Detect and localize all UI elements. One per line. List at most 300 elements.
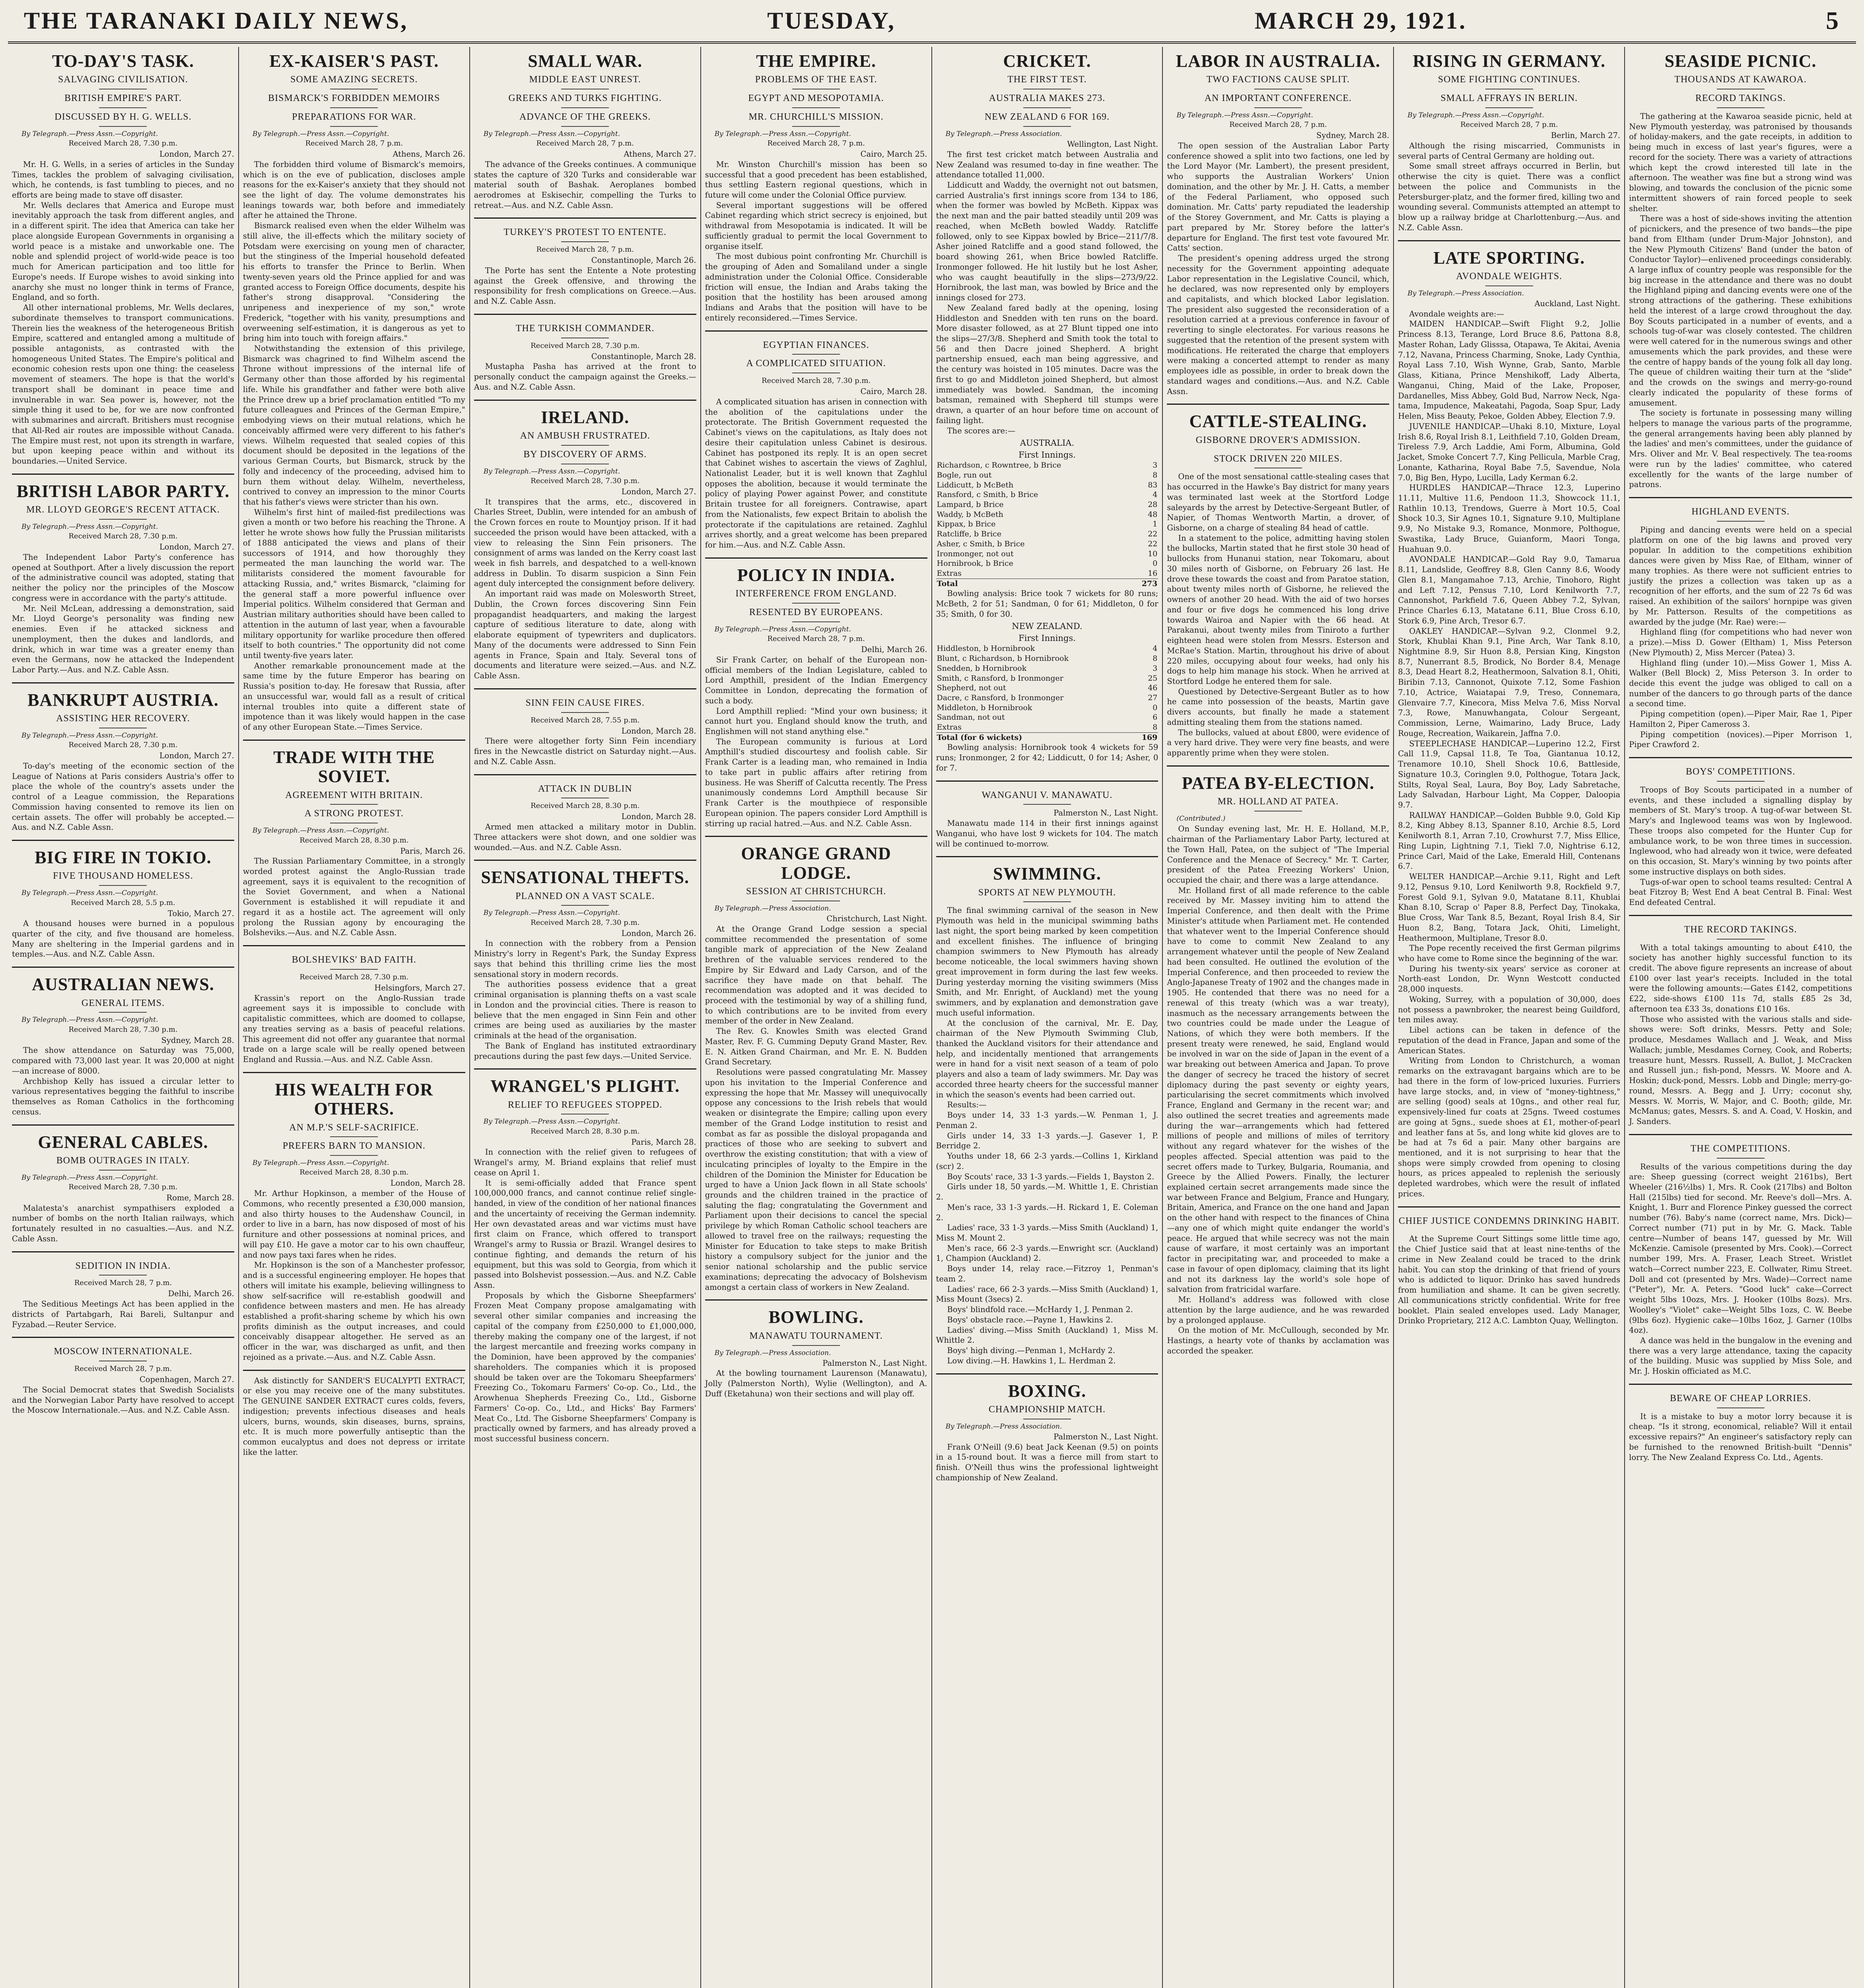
batsman-name: Ratcliffe, b Brice: [937, 530, 1002, 539]
scorecard-team: AUSTRALIA.: [1020, 438, 1075, 448]
article-received-line: Received March 28, 7 p.m.: [74, 1279, 172, 1287]
article-paragraph: At the Orange Grand Lodge session a special committee recommended the presentation of some tangible mark of appreciation of the New Zealand brethren of the valuable services rendered to the Empire by Sir Edward and Lady Carson, and of the sacrifice they have made on that behalf. The recommendation was adopted and it was decided to proceed with the testimonial by way of a shilling fund, to which contributions are to be invited from every member of the order in New Zealand.: [705, 924, 927, 1026]
article-subheading: TWO FACTIONS CAUSE SPLIT.: [1167, 74, 1389, 89]
scorecard-row: [936, 539, 1158, 549]
article-paragraph: Krassin's report on the Anglo-Russian trade agreement says it is impossible to conclude with capitalistic committees, which are doomed to collapse, any treaties serving as a basis of peaceful relations. This agreement did not offer any guarantee that normal trade on a large scale will be really opened between England and Russia.—Aus. and N.Z. Cable Assn.: [243, 993, 465, 1064]
article-paragraph: Girls under 14, 33 1-3 yards.—J. Gasever 1, P. Berridge 2.: [936, 1131, 1158, 1151]
article-body: [1629, 111, 1852, 490]
article-subheading: SINN FEIN CAUSE FIRES.: [474, 697, 696, 713]
article-received-line: Received March 28, 8.30 p.m.: [299, 836, 409, 845]
article-subheading: NEW ZEALAND 6 FOR 169.: [936, 111, 1158, 127]
article: [12, 967, 234, 1117]
article-headline: WRANGEL'S PLIGHT.: [490, 1076, 680, 1096]
article-subheading: THE FIRST TEST.: [936, 74, 1158, 89]
article-paragraph: The European community is furious at Lord Ampthill's studied discourtesy and foolish cable. Sir Frank Carter is a leading man, who remained in India to take part in public affairs after retiring from business. He was Sheriff of Calcutta recently. The Press unanimously condemns Lord Ampthill because Sir Frank Carter is the mouthpiece of responsible European opinion. The papers consider Lord Ampthill is stirring up racial hatred.—Aus. and N.Z. Cable Assn.: [705, 737, 927, 828]
batsman-runs: 6: [1153, 713, 1158, 722]
article-subheading: MOSCOW INTERNATIONALE.: [12, 1346, 234, 1361]
article-received-line: Received March 28, 7.55 p.m.: [531, 716, 640, 724]
batsman-name: Ransford, c Smith, b Brice: [937, 490, 1038, 499]
article-body: [243, 1178, 465, 1362]
bowling-analysis: Bowling analysis: Brice took 7 wickets for 80 runs; McBeth, 2 for 51; Sandman, 0 for 61; Middleton, 0 for 35; Smith, 0 for 30.: [936, 589, 1158, 619]
article-headline: ORANGE GRAND LODGE.: [741, 844, 891, 883]
article-body: [1398, 299, 1620, 1199]
article-body: [936, 139, 1158, 773]
article: [12, 1251, 234, 1330]
article-body: [474, 255, 696, 307]
article-body: [12, 751, 234, 833]
article-headline: LABOR IN AUSTRALIA.: [1176, 51, 1380, 71]
article-dateline: London, March 27.: [159, 542, 234, 552]
article-paragraph: All other international problems, Mr. Wells declares, subordinate themselves to transport communications. Therein lies the weakness of the heterogeneous British Empire, scattered and entangled among a multitude of possible antagonists, as contrasted with the homogeneous United States. The Empire's political and economic cohesion rests upon one thing: the ceaseless movement of steamers. The hope is that the world's transport shall be dominant in peace time and invulnerable in war. Sea power is, however, not the simple thing it used to be, for we are now confronted with submarines and aircraft. Britishers must recognise that All-Red air routes are impossible without Canada. The Empire must rest, not upon its strength in warfare, but upon keeping peace within and without its boundaries.—United Service.: [12, 303, 234, 466]
batsman-runs: 10: [1148, 549, 1158, 558]
article-paragraph: The president's opening address urged the strong necessity for the Government appointing adequate Labor representation in the Legislative Council, which, he declared, was now represented only by employers and capitalists, and which blocked Labor legislation. The president also suggested the reconsideration of a resolution carried at a previous conference in favour of reverting to single electorates. For various reasons he suggested that the retention of the present system with modifications. He reiterated the charge that employers were making a concerted attempt to render as many employees idle as possible, in order to break down the standard wages and conditions.—Aus. and N.Z. Cable Assn.: [1167, 254, 1390, 396]
article-credit: (Contributed.): [1176, 815, 1226, 823]
article: [1398, 52, 1620, 233]
article-paragraph: The most dubious point confronting Mr. Churchill is the grouping of Aden and Somaliland under a single administration under the Colonial Office. Considerable friction will ensue, the Indian and Arabs taking the position that the hostility has been aroused among Indians and Arabs that the position will have to be entirely reconsidered.—Times Service.: [705, 252, 927, 322]
article: [12, 474, 234, 675]
article-body: [705, 149, 927, 323]
article-headline: BRITISH LABOR PARTY.: [16, 481, 230, 501]
article-dateline: Athens, March 27.: [624, 149, 696, 159]
article-credit: By Telegraph.—Press Association.: [945, 130, 1062, 138]
column-3: [470, 47, 701, 1988]
article-body: [12, 1193, 234, 1244]
scorecard-total-row: [936, 579, 1158, 588]
article-paragraph: Boy Scouts' race, 33 1-3 yards.—Fields 1, Bayston 2.: [947, 1172, 1155, 1181]
article-credit: By Telegraph.—Press Assn.—Copyright.: [483, 1118, 620, 1126]
batsman-runs: 3: [1153, 664, 1158, 673]
article-paragraph: Several important suggestions will be offered Cabinet regarding which strict secrecy is enjoined, but withdrawal from Mesopotamia is indicated. It will be sufficiently gradual to permit the local Government to organise itself.: [705, 200, 927, 251]
article-body: [1167, 130, 1389, 396]
article: [1629, 497, 1852, 750]
article-paragraph: An important raid was made on Molesworth Street, Dublin, the Crown forces discovering Sinn Fein propagandist headquarters, and making the largest capture of seditious literature to date, along with elaborate equipment of typewriters and duplicators. Many of the documents were addressed to Sinn Fein agents in France, Spain and Italy. Several tons of documents and literature were seized.—Aus. and N.Z. Cable Assn.: [474, 589, 696, 681]
article-body: [243, 983, 465, 1065]
article-received-line: Received March 28, 7.30 p.m.: [299, 973, 409, 981]
scorecard-total-label: Total (for 6 wickets): [936, 732, 1133, 742]
article-subheading: ASSISTING HER RECOVERY.: [12, 713, 234, 728]
article: [474, 314, 696, 392]
article-dateline: London, March 28.: [621, 726, 696, 736]
article-paragraph: It transpires that the arms, etc., discovered in Charles Street, Dublin, were intended for an ambush of the Crown forces en route to Mountjoy prison. If it had succeeded the prison would have been attacked, with a view to releasing the Sinn Fein prisoners. The consignment of arms was landed on the Kerry coast last week in fish barrels, and despatched to a well-known address in Dublin. To disarm suspicion a Sinn Fein agent duly intercepted the consignment before delivery.: [474, 497, 696, 588]
article-headline: BOWLING.: [768, 1307, 864, 1327]
article-paragraph: At the conclusion of the carnival, Mr. E. Day, chairman of the New Plymouth Swimming Club, thanked the Auckland visitors for their attendance and help, and incidentally mentioned that arrangements were in hand for a visit next season of a team of polo players and also a team of lady swimmers. Mr. Day was accorded three hearty cheers for the successful manner in which the season's events had been carried out.: [936, 1018, 1158, 1099]
scorecard-innings: First Innings.: [1018, 450, 1076, 460]
article: [1167, 765, 1389, 1356]
article-credit: By Telegraph.—Press Assn.—Copyright.: [483, 909, 620, 917]
article-received-line: Received March 28, 7 p.m.: [767, 635, 865, 643]
article-credit: By Telegraph.—Press Assn.—Copyright.: [483, 130, 620, 138]
article-body: [1629, 785, 1852, 908]
article-body: [12, 542, 234, 675]
article-paragraph: On Sunday evening last, Mr. H. E. Holland, M.P., chairman of the Parliamentary Labor Party, lectured at the Town Hall, Patea, on the subject of "The Imperial Conference and the Menace of Secrecy." Mr. T. Carter, president of the Patea Freezing Workers' Union, occupied the chair, and there was a large attendance.: [1167, 824, 1390, 885]
article-paragraph: The show attendance on Saturday was 75,000, compared with 73,000 last year. It was 20,000 at night—an increase of 8000.: [12, 1046, 234, 1076]
article-paragraph: JUVENILE HANDICAP.—Uhaki 8.10, Mixture, Loyal Irish 8.6, Royal Irish 8.1, Leithfield 7.10, Golden Dream, Tireless 7.9, Arch Laddie, Ami Form, Albumina, Gold Jacket, Smoke Concert 7.7, King Pellicula, Marble Crag, Lonante, Katharina, Royal Babe 7.5, Savendue, Nola 7.0, Big Ben, Hypo, Lucilla, Lady Kerman 6.2.: [1398, 421, 1621, 482]
article-body: [705, 386, 927, 550]
article-received-line: Received March 28, 7 p.m.: [767, 139, 865, 148]
article-subheading: THE COMPETITIONS.: [1629, 1143, 1852, 1159]
article-credit: By Telegraph.—Press Assn.—Copyright.: [714, 130, 851, 138]
article-subheading: DISCUSSED BY H. G. WELLS.: [12, 111, 234, 127]
batsman-runs: 8: [1153, 471, 1158, 480]
article-received-line: Received March 28, 8.30 p.m.: [531, 802, 640, 810]
article: [12, 52, 234, 466]
batsman-name: Bogle, run out: [937, 471, 992, 480]
article-paragraph: Boys' obstacle race.—Payne 1, Hawkins 2.: [947, 1315, 1113, 1324]
article-paragraph: The Russian Parliamentary Committee, in a strongly worded protest against the Anglo-Russian trade agreement, says it is equivalent to the recognition of the Soviet Government, and when a National Government is established it will repudiate it and regard it as a hostile act. The agreement will only prolong the Russian agony by encouraging the Bolsheviks.—Aus. and N.Z. Cable Assn.: [243, 856, 465, 938]
article-dateline: Berlin, March 27.: [1551, 131, 1621, 140]
batsman-runs: 8: [1153, 722, 1158, 732]
scorecard-team: NEW ZEALAND.: [1012, 621, 1083, 631]
article-paragraph: Ladies' diving.—Miss Smith (Auckland) 1, Miss M. Whittle 2.: [936, 1325, 1158, 1345]
scorecard-row: [936, 712, 1158, 722]
article-paragraph: It is semi-officially added that France spent 100,000,000 francs, and cannot continue relief single-handed, in view of the condition of her national finances and the uncertainty of receiving the German indemnity. Her own devastated areas and war victims must have first claim on France, which offered to transport Wrangel's army to Russia or Brazil. Wrangel desires to continue fighting, and demands the return of his equipment, but this was sold to Georgia, from which it passed into Bolshevist possession.—Aus. and N.Z. Cable Assn.: [474, 1178, 696, 1290]
article-body: [1167, 472, 1389, 758]
article-dateline: Delhi, March 26.: [168, 1289, 234, 1299]
article: [474, 52, 696, 210]
article-paragraph: STEEPLECHASE HANDICAP.—Luperino 12.2, First Call 11.9, Capsal 11.8, Te Toa, Giantanua 10.12, Trenamore 10.10, Shell Shock 10.6, Battleside, Signature 10.3, Coringlen 9.0, Polthogue, Totara Jack, Stilts, Royal Seal, Laura, Boy Boy, Lady Sabretache, Lady Salvadan, Harbour Light, Ma Copper, Daloopia 9.7.: [1398, 739, 1621, 810]
article-received-line: Received March 28, 7.30 p.m.: [68, 532, 178, 541]
article-subheading: SOME AMAZING SECRETS.: [243, 74, 465, 89]
scorecard-row: [936, 569, 1158, 579]
article-credit: By Telegraph.—Press Association.: [1407, 289, 1524, 297]
article-body: [474, 1137, 696, 1444]
article-dateline: London, March 28.: [390, 1178, 465, 1188]
batsman-name: Smith, c Ransford, b Ironmonger: [937, 674, 1063, 683]
article-paragraph: The first test cricket match between Australia and New Zealand was resumed to-day in fine weather. The attendance totalled 11,000.: [936, 149, 1158, 180]
batsman-runs: 8: [1153, 654, 1158, 663]
column-2: [239, 47, 470, 1988]
article: [243, 945, 465, 1065]
article-headline: LATE SPORTING.: [1433, 248, 1585, 268]
batsman-runs: 0: [1153, 703, 1158, 712]
article-subheading: AVONDALE WEIGHTS.: [1398, 271, 1620, 286]
batsman-runs: 4: [1153, 644, 1158, 653]
article-dateline: Copenhagen, March 27.: [139, 1375, 234, 1384]
article-dateline: Constantinople, March 26.: [591, 256, 696, 265]
article-paragraph: With a total takings amounting to about £410, the society has another highly successful function to its credit. The above figure represents an increase of about £100 over last year's receipts. Included in the total were the following amounts:—Gates £142, competitions £22, side-shows £100 11s 7d, stalls £85 2s 3d, afternoon tea £33 3s, donations £10 16s.: [1629, 943, 1852, 1013]
batsman-name: Extras: [937, 569, 962, 578]
batsman-name: Richardson, c Rowntree, b Brice: [937, 461, 1061, 470]
article-paragraph: Mr. Winston Churchill's mission has been so successful that a good precedent has been established, thus settling Eastern regional questions, which in future will come under the Colonial Office purview.: [705, 159, 927, 200]
article-body: [12, 1375, 234, 1415]
article-subheading: PLANNED ON A VAST SCALE.: [474, 891, 696, 906]
article: [474, 774, 696, 853]
masthead-date: MARCH 29, 1921.: [1254, 7, 1467, 34]
article-paragraph: Libel actions can be taken in defence of the reputation of the dead in France, Japan and some of the American States.: [1398, 1025, 1621, 1055]
article-paragraph: Some small street affrays occurred in Berlin, but otherwise the city is quiet. There was a conflict between the police and Communists in the Petersburger-platz, and the former fired, killing two and wounding several. Communists attempted an attempt to blow up a railway bridge at Charlottenburg.—Aus. and N.Z. Cable Assn.: [1398, 161, 1621, 232]
column-4: [701, 47, 932, 1988]
article-paragraph: Manawatu made 114 in their first innings against Wanganui, who have lost 9 wickets for 104. The match will be continued to-morrow.: [936, 819, 1158, 848]
article-subheading: AN AMBUSH FRUSTRATED.: [474, 430, 696, 446]
scorecard-row: [936, 529, 1158, 539]
article-subheading: PREPARATIONS FOR WAR.: [243, 111, 465, 127]
article-paragraph: The advance of the Greeks continues. A communique states the capture of 320 Turks and considerable war material south of Bashak. Aeroplanes bombed aerodromes at Eskisechir, compelling the Turks to retreat.—Aus. and N.Z. Cable Assn.: [474, 159, 696, 210]
article-paragraph: Piping competition (open).—Piper Mair, Rae 1, Piper Hamilton 2, Piper Cameross 3.: [1629, 709, 1852, 729]
batsman-name: Kippax, b Brice: [937, 520, 996, 529]
article-subheading: GISBORNE DROVER'S ADMISSION.: [1167, 435, 1389, 450]
article-subheading: SESSION AT CHRISTCHURCH.: [705, 886, 927, 901]
column-7: [1394, 47, 1625, 1988]
article-paragraph: A thousand houses were burned in a populous quarter of the city, and five thousand are homeless. Many are sheltering in the Imperial gardens and in temples.—Aus. and N.Z. Cable Assn.: [12, 919, 234, 959]
article-paragraph: Lord Ampthill replied: "Mind your own business; it cannot hurt you. England should know the truth, and Englishmen will not stand anything else.": [705, 706, 927, 736]
batsman-name: Ironmonger, not out: [937, 549, 1014, 558]
article: [1629, 1134, 1852, 1376]
article-body: [474, 149, 696, 210]
article: [705, 330, 927, 550]
article-subheading: THOUSANDS AT KAWAROA.: [1629, 74, 1852, 89]
article-paragraph: At the bowling tournament Laurenson (Manawatu), Jolly (Palmerston North), Wylie (Wellington), and A. Duff (Eketahuna) won their sections and will play off.: [705, 1369, 927, 1398]
article-paragraph: Although the rising miscarried, Communists in several parts of Central Germany are holding out.: [1398, 141, 1621, 161]
article-paragraph: Boys' blindfold race.—McHardy 1, J. Penman 2.: [947, 1305, 1133, 1314]
article-credit: By Telegraph.—Press Association.: [714, 904, 831, 912]
article-credit: By Telegraph.—Press Assn.—Copyright.: [1176, 111, 1313, 119]
article-paragraph: Bismarck realised even when the elder Wilhelm was still alive, the ill-effects which the military society of Potsdam were exercising on young men of character, but the stinginess of the Imperial household defeated his efforts to transfer the Prince to Berlin. When twenty-seven years old the Prince applied for and was granted access to Foreign Office documents, despite his father's strong disapproval. "Considering the unripeness and inexperience of my son," wrote Frederick, "together with his vanity, presumptions and overweening self-estimation, it is dangerous as yet to bring him into touch with foreign affairs.": [243, 221, 465, 343]
article-received-line: Received March 28, 5.5 p.m.: [71, 898, 175, 907]
article-paragraph: Piping competition (novices).—Piper Morrison 1, Piper Crawford 2.: [1629, 730, 1852, 749]
article-body: [12, 149, 234, 466]
batsman-runs: 0: [1153, 559, 1158, 568]
article-received-line: Received March 28, 7.30 p.m.: [531, 341, 640, 350]
article-paragraph: A complicated situation has arisen in connection with the abolition of the capitulations under the protectorate. The British Government requested the Cabinet's views on the capitulations, as Italy does not desire their capitulation unless Cabinet is desirous. Cabinet has postponed its reply. It is an open secret that Cabinet wishes to ascertain the views of Zaghlul, Nationalist Leader, but it is well known that Zaghlul opposes the abolition, because it would terminate the policy of playing Power against Power, and constitute Britain trustee for all foreigners. Contrawise, apart from the Nationalists, few expect Britain to abolish the protectorate if the capitulations are retained. Zaghlul arrives shortly, and a great welcome has been prepared for him.—Aus. and N.Z. Cable Assn.: [705, 397, 927, 550]
article-paragraph: Liddicutt and Waddy, the overnight not out batsmen, carried Australia's first innings score from 134 to 186, when the former was bowled by McBeth. Kippax was the next man and the pair batted steadily until 209 was reached, when McBeth bowled Waddy. Ratcliffe followed, only to see Kippax bowled by Brice—211/7/8. Asher joined Ratcliffe and a good stand followed, the board showing 261, when Brice bowled Ratcliffe. Ironmonger followed. He hit lustily but he lost Asher, who was caught beautifully in the slips—273/9/22. Hornibrook, the last man, was bowled by Brice and the innings closed for 273.: [936, 180, 1158, 303]
article-headline: POLICY IN INDIA.: [737, 565, 895, 585]
article-credit: By Telegraph.—Press Assn.—Copyright.: [21, 1173, 158, 1182]
article-paragraph: Ladies' race, 66 2-3 yards.—Miss Smith (Auckland) 1, Miss Mount (3secs) 2.: [936, 1284, 1158, 1304]
article-subheading: GENERAL ITEMS.: [12, 998, 234, 1013]
article-dateline: Auckland, Last Night.: [1534, 299, 1621, 309]
article-received-line: Received March 28, 7.30 p.m.: [762, 377, 871, 385]
batsman-name: Asher, c Smith, b Brice: [937, 539, 1025, 548]
article-paragraph: Men's race, 33 1-3 yards.—H. Rickard 1, E. Coleman 2.: [936, 1202, 1158, 1222]
article-paragraph: Resolutions were passed congratulating Mr. Massey upon his invitation to the Imperial Conference and expressing the hope that Mr. Massey will unequivocally oppose any concessions to the Irish rebels that would weaken or disintegrate the Empire; calling upon every member of the Grand Lodge institution to resist and combat as far as possible the disloyal propaganda and practices of those who are seeking to subvert and overthrow the existing constitution; that with a view of inculcating principles of loyalty to the Empire in the children of the Dominion the Minister for Education be urged to have a Union Jack flown in all State schools' grounds and the children trained in the practice of saluting the flag; congratulating the Government and Parliament upon their decisions to cancel the special privilege by which Roman Catholic school teachers are allowed to travel free on the railways; requesting the Minister for Education to take steps to make British history a compulsory subject for the junior and the senior national scholarship and the public service examinations; deprecating the advocacy of Bolshevism amongst a certain class of workers in New Zealand.: [705, 1068, 927, 1292]
article-paragraph: The scores are:—: [947, 426, 1016, 435]
article-paragraph: Proposals by which the Gisborne Sheepfarmers' Frozen Meat Company propose amalgamating with several other similar companies and increasing the capital of the company from £250,000 to £1,000,000, thereby making the company one of the largest, if not the largest mercantile and freezing works company in the Dominion, have been approved by the companies' shareholders. The companies which it is proposed should be taken over are the Tokomaru Sheepfarmers' Freezing Co., Tokomaru Farmers' Co-op. Co., Ltd., the Arowhenua Shepherds Freezing Co., Ltd., Gisborne Farmers' Co-op. Co., Ltd., and Hicks' Bay Farmers' Meat Co., Ltd. The Gisborne Sheepfarmers' Company is practically owned by farmers, and has already proved a most successful business concern.: [474, 1291, 696, 1444]
article-credit: By Telegraph.—Press Assn.—Copyright.: [21, 130, 158, 138]
article-credit: By Telegraph.—Press Association.: [714, 1349, 831, 1357]
article-paragraph: Boys under 14, 33 1-3 yards.—W. Penman 1, J. Penman 2.: [936, 1110, 1158, 1130]
article-subheading: SEDITION IN INDIA.: [12, 1260, 234, 1276]
article-paragraph: One of the most sensational cattle-stealing cases that has occurred in the Hawke's Bay district for many years was terminated last week at the Stortford Lodge saleyards by the arrest by Detective-Sergeant Butler, of Napier, of Thomas Wentworth Martin, a drover, of Gisborne, on a charge of stealing 84 head of cattle.: [1167, 472, 1390, 532]
article: [936, 780, 1158, 849]
article-paragraph: Mr. Holland first of all made reference to the cable received by Mr. Massey inviting him to attend the Imperial Conference, and then dealt with the Prime Minister's attitude when Parliament met. He contended that whatever went to the Imperial Conference should have to come to commit New Zealand to any arrangement whatever until the people of New Zealand had been consulted. He outlined the evolution of the Imperial Conference, and then proceeded to review the Anglo-Japanese Treaty of 1902 and the changes made in 1905. He contended that there was no need for a renewal of this treaty (which was a war treaty), inasmuch as the necessary arrangements between the two countries could be made under the League of Nations, of which they were both members. If the present treaty were renewed, he said, England would be involved in war on the side of Japan in the event of a war breaking out between America and Japan. To prove the danger of secrecy he traced the history of secret diplomacy during the past seventy or eighty years, particularising the secret commitments which involved France, England and Germany in the recent war; and also outlined the secret treaties and agreements made during the war—arrangements which had fettered millions of people and millions of miles of territory without any regard whatever for the wishes of the peoples affected. Special attention was paid to the secret offers made to Turkey, Bulgaria, Roumania, and Greece by the Allied Powers. Finally, the lecturer explained certain secret arrangements made since the war between France and Belgium, France and Hungary, Britain, America, and France on the one hand and Japan on the other hand with respect to the finances of China—any one of which might quite endanger the world's peace. He argued that while secrecy was not the main cause of warfare, it most certainly was an important factor in precipitating war, and proceeded to make a case in favour of open diplomacy, claiming that its light and not its darkness lay the world's sole hope of salvation from fratricidal warfare.: [1167, 885, 1390, 1294]
article: [1629, 52, 1852, 490]
scorecard-total-label: Total: [936, 579, 1133, 588]
article-paragraph: Mr. Neil McLean, addressing a demonstration, said Mr. Lloyd George's personality was finding new enemies. Even if he attacked sickness and unemployment, then the dukes and landlords, and drink, which in war time was a greater enemy than even the Germans, now he attacked the Independent Labor Party.—Aus. and N.Z. Cable Assn.: [12, 604, 234, 675]
article-headline: BIG FIRE IN TOKIO.: [35, 848, 212, 868]
article-dateline: Sydney, March 28.: [1316, 131, 1390, 140]
scorecard-row: [936, 460, 1158, 470]
batsman-name: Waddy, b McBeth: [937, 510, 1003, 519]
scorecard-innings: First Innings.: [1018, 633, 1076, 643]
article-subheading: MR. LLOYD GEORGE'S RECENT ATTACK.: [12, 504, 234, 520]
article-headline: THE EMPIRE.: [756, 51, 877, 71]
article-paragraph: On the motion of Mr. McCullough, seconded by Mr. Hastings, a hearty vote of thanks by acclamation was accorded the speaker.: [1167, 1326, 1390, 1355]
article: [474, 217, 696, 306]
article-paragraph: Woking, Surrey, with a population of 30,000, does not possess a pawnbroker, the nearest being Guildford, ten miles away.: [1398, 994, 1621, 1025]
article-paragraph: Wilhelm's first hint of mailed-fist predilections was given a month or two before his reaching the Throne. A letter he wrote shows how fully the Prussian militarists of 1888 anticipated the views and plans of their successors of 1914, and how thoroughly they permeated the man launching the world war. The militarists considered the moment favourable for attacking Russia, and," writes Bismarck, "claiming for the general staff a more powerful influence over Imperial politics. Wilhelm considered that German and Austrian military authorities should have been called to attention in the autumn of last year, when a favourable military opportunity for warlike procedure then offered itself to both countries." The opportunity did not come until twenty-five years later.: [243, 507, 465, 660]
article-paragraph: Questioned by Detective-Sergeant Butler as to how he came into possession of the beasts, Martin gave divers accounts, but finally he made a statement admitting stealing them from the stations named.: [1167, 687, 1390, 727]
article-body: [474, 351, 696, 392]
article-subheading: INTERFERENCE FROM ENGLAND.: [705, 588, 927, 604]
article: [12, 1337, 234, 1415]
article-paragraph: In connection with the robbery from a Pension Ministry's lorry in Regent's Park, the Sunday Express says that behind this thrilling crime lies the most sensational story in modern records.: [474, 939, 696, 979]
article-paragraph: Boys' high diving.—Penman 1, McHardy 2.: [947, 1346, 1116, 1355]
article-paragraph: Results of the various competitions during the day are: Sheep guessing (correct weight 2161bs), Bert Wheeler (216½lbs) 1, Mrs. R. Cook (217lbs) and Bolton Hall (215lbs) tied for second. Mr. Reeve's doll—Mrs. A. Knight, 1. Burr and Florence Pinkey guessed the correct number (76). Baby's name (correct name, Mrs. Dick)—Correct number (71) put in by Mr. G. Mack. Table centre—Number of beans 147, guessed by Mr. Will McKenzie. Camisole (presented by Mrs. Cook).—Correct number 199, Mrs. A. Fraser, Leach Street. Wristlet watch—Correct number 223, E. Collwater, Rimu Street. Doll and cot (presented by Mrs. Wade)—Correct name ("Peter"), Mr. A. Peters. "Good luck" cake—Correct weight 5lbs 10ozs, Mrs. J. Hooker (10lbs 8ozs). Mrs. Woolley's "Violet" cake—Weight 5lbs 1ozs, C. W. Beebe (9lbs 6oz). Hygienic cake—10lbs 16oz, J. Garner (10lbs 4oz).: [1629, 1162, 1852, 1335]
article-paragraph: There was a host of side-shows inviting the attention of picnickers, and the presence of two bands—the pipe band from Eltham (under Drum-Major Johnston), and the New Plymouth Citizens' Band (under the baton of Conductor Taylor)—enlivened proceedings considerably. A large influx of country people was responsible for the big increase in the attendance and there was no doubt the Highland piping and dancing events were one of the strong attractions of the gathering. These exhibitions held the interest of a large crowd throughout the day. Boy Scouts participated in a number of events, and a schools tug-of-war was closely contested. The children were well catered for in the numerous swings and other amusements which the park provides, and these were the centre of happy bands of the young folk all day long. The queue of children waiting their turn at the "slide" and the crowds on the swings and merry-go-round clearly indicated the popularity of these forms of amusement.: [1629, 214, 1852, 408]
article-body: [474, 928, 696, 1062]
article-paragraph: To-day's meeting of the economic section of the League of Nations at Paris considers Austria's offer to place the whole of the country's assets under the control of a League commission, the Reparations Commission having consented to remove its lien on certain assets. The offer will probably be accepted.—Aus. and N.Z. Cable Assn.: [12, 761, 234, 832]
article-received-line: Received March 28, 7.30 p.m.: [68, 1025, 178, 1034]
column-1: [8, 47, 239, 1988]
article-dateline: Sydney, March 28.: [161, 1035, 234, 1045]
article-subheading: CHAMPIONSHIP MATCH.: [936, 1404, 1158, 1419]
article-headline: SMALL WAR.: [528, 51, 643, 71]
article-dateline: London, March 27.: [159, 149, 234, 159]
article: [705, 557, 927, 829]
article-dateline: Palmerston N., Last Night.: [1053, 1432, 1158, 1441]
article-subheading: SALVAGING CIVILISATION.: [12, 74, 234, 89]
article: [243, 1072, 465, 1363]
article-body: [12, 1289, 234, 1330]
article-dateline: Palmerston N., Last Night.: [1053, 808, 1158, 818]
article-dateline: London, March 26.: [621, 928, 696, 938]
article: [12, 682, 234, 833]
article-paragraph: The gathering at the Kawaroa seaside picnic, held at New Plymouth yesterday, was patronised by thousands of holiday-makers, and the gate receipts, in addition to being much in excess of last year's figures, were a record for the society. There was a variety of attractions which kept the crowd interested till late in the afternoon. The weather was fine but a strong wind was blowing, and towards the conclusion of the picnic some intermittent showers of rain forced people to seek shelter.: [1629, 111, 1852, 213]
article-paragraph: Highland fling (for competitions who had never won a prize).—Miss D. Gower (Eltham) 1, Miss Peterson (New Plymouth) 2, Miss Mercer (Patea) 3.: [1629, 627, 1852, 657]
article-paragraph: The authorities possess evidence that a great criminal organisation is planning thefts on a vast scale in London and the provincial cities. There is reason to believe that the men engaged in Sinn Fein and other crimes are being used as auxiliaries by the master criminals at the head of the organisation.: [474, 980, 696, 1041]
bowling-analysis: Bowling analysis: Hornibrook took 4 wickets for 59 runs; Ironmonger, 2 for 42; Liddicutt, 0 for 14; Asher, 0 for 7.: [936, 743, 1158, 773]
article-body: [243, 149, 465, 732]
article-headline: BOXING.: [1008, 1381, 1087, 1401]
article-paragraph: A dance was held in the bungalow in the evening and there was a very large attendance, taxing the capacity of the building. Music was supplied by Miss Sole, and Mr. J. Hoskin officiated as M.C.: [1629, 1336, 1852, 1376]
article-subheading: HIGHLAND EVENTS.: [1629, 506, 1852, 522]
article-paragraph: The Rev. G. Knowles Smith was elected Grand Master, Rev. F. G. Cumming Deputy Grand Master, Rev. E. N. Aitken Grand Chairman, and Mr. E. N. Budden Grand Secretary.: [705, 1027, 927, 1067]
batsman-runs: 27: [1148, 693, 1158, 702]
article-paragraph: Low diving.—H. Hawkins 1, L. Herdman 2.: [947, 1356, 1116, 1365]
article: [243, 740, 465, 938]
article-body: [1629, 1162, 1852, 1376]
article-paragraph: The bullocks, valued at about £800, were evidence of a very hard drive. They were very fine beasts, and were apparently prime when they were stolen.: [1167, 728, 1390, 758]
article-body: [12, 909, 234, 960]
article-body: [936, 1432, 1158, 1483]
article-body: [12, 1035, 234, 1117]
masthead-title: THE TARANAKI DAILY NEWS,: [24, 7, 408, 34]
article-body: [1629, 1411, 1852, 1463]
article-credit: By Telegraph.—Press Assn.—Copyright.: [21, 522, 158, 531]
article-dateline: Constantinople, March 28.: [591, 351, 696, 361]
article-paragraph: Piping and dancing events were held on a special platform on one of the big lawns and proved very popular. In addition to the competitions exhibition dances were given by Miss Rae, of Eltham, winner of many trophies. As there were not sufficient entries to justify the prizes a collection was taken up as a recognition of her efforts, and the sum of 22 7s 6d was raised. An exhibition of the sailors' hornpipe was given by Mr. Patterson. Results of the competitions as awarded by the judge (Mr. Rae) were:—: [1629, 525, 1852, 627]
article-paragraph: New Zealand fared badly at the opening, losing Hiddleston and Snedden with ten runs on the board. More disaster followed, as at 27 Blunt tipped one into the slips—27/3/8. Shepherd and Smith took the total to 56 and then Dacre joined Shepherd. A bright partnership ensued, each man being aggressive, and the century was hoisted in 105 minutes. Dacre was the first to go and Middleton joined Shepherd, but almost immediately was bowled. Sandman, the incoming batsman, remained with Shepherd till stumps were drawn, a quarter of an hour before time on account of failing light.: [936, 303, 1158, 425]
article-paragraph: Malatesta's anarchist sympathisers exploded a number of bombs on the north Italian railways, which fortunately resulted in no casualties.—Aus. and N.Z. Cable Assn.: [12, 1203, 234, 1243]
article-paragraph: Tugs-of-war open to school teams resulted: Central A beat Fitzroy B; West End A beat Central B. Final: West End defeated Central.: [1629, 877, 1852, 907]
article-dateline: London, March 27.: [159, 751, 234, 761]
batsman-name: Blunt, c Richardson, b Hornibrook: [937, 654, 1069, 663]
article-received-line: Received March 28, 7 p.m.: [1229, 120, 1327, 129]
article-subheading: CHIEF JUSTICE CONDEMNS DRINKING HABIT.: [1398, 1215, 1620, 1231]
batsman-name: Liddicutt, b McBeth: [937, 480, 1014, 489]
article-paragraph: The final swimming carnival of the season in New Plymouth was held in the municipal swimming baths last night, the sport being marked by keen competition and excellent finishes. The influence of bringing champion swimmers to New Plymouth has already become noticeable, the local swimmers having shown great improvement in form during the last few weeks. During yesterday morning the visiting swimmers (Miss Smith, and Mr. Enright, of Auckland) met the young swimmers, and by explanation and demonstration gave much useful information.: [936, 906, 1158, 1017]
batsman-runs: 83: [1148, 480, 1158, 489]
article-subheading: RECORD TAKINGS.: [1629, 93, 1852, 108]
scorecard-row: [936, 470, 1158, 480]
article-paragraph: It is a mistake to buy a motor lorry because it is cheap. "Is it strong, economical, reliable? Will it entail excessive repairs?" An engineer's satisfactory reply can be furnished to the renowned British-built "Dennis" lorry. The New Zealand Express Co. Ltd., Agents.: [1629, 1411, 1852, 1462]
article-paragraph: Highland fling (under 10).—Miss Gower 1, Miss A. Walker (Bell Block) 2, Miss Peterson 3. In order to decide this event the judge was obliged to call on a number of the dancers to go through parts of the dance a second time.: [1629, 658, 1852, 709]
article-paragraph: The Independent Labor Party's conference has opened at Southport. After a lively discussion the report of the administrative council was adopted, stating that neither the policy nor the principles of the Moscow congress were in accordance with the party's attitude.: [12, 552, 234, 603]
article-paragraph: Girls under 18, 50 yards.—M. Whittle 1, E. Christian 2.: [936, 1182, 1158, 1202]
article-credit: By Telegraph.—Press Assn.—Copyright.: [21, 889, 158, 897]
article-body: [474, 812, 696, 852]
article-subheading: BRITISH EMPIRE'S PART.: [12, 93, 234, 108]
article-subheading: SPORTS AT NEW PLYMOUTH.: [936, 887, 1158, 903]
article-body: [474, 487, 696, 681]
article-dateline: Cairo, March 28.: [860, 387, 927, 396]
article-subheading: PREFERS BARN TO MANSION.: [243, 1140, 465, 1156]
article-dateline: Wellington, Last Night.: [1067, 140, 1158, 149]
scorecard-total: 273: [1133, 579, 1158, 588]
batsman-runs: 22: [1148, 539, 1158, 548]
scorecard-row: [936, 480, 1158, 490]
article: [474, 1068, 696, 1444]
batsman-runs: 48: [1148, 510, 1158, 519]
article-credit: By Telegraph.—Press Assn.—Copyright.: [21, 1016, 158, 1024]
scorecard-row: [936, 500, 1158, 510]
article-subheading: RESENTED BY EUROPEANS.: [705, 607, 927, 622]
article-subheading: A STRONG PROTEST.: [243, 808, 465, 823]
article: [1167, 52, 1389, 396]
article-subheading: BOYS' COMPETITIONS.: [1629, 766, 1852, 782]
article-paragraph: The Bank of England has instituted extraordinary precautions during the past few days.—United Service.: [474, 1041, 696, 1061]
article: [243, 52, 465, 732]
article-paragraph: Another remarkable pronouncement made at the same time by the future Emperor has bearing on Russia's position to-day. He foresaw that Russia, after an unsuccessful war, would fall as a result of critical internal troubles into quite a different state of impotence than it was likely would happen in the case of any other European State.—Times Service.: [243, 661, 465, 732]
article: [1629, 757, 1852, 908]
article-body: [705, 914, 927, 1292]
article-credit: By Telegraph.—Press Assn.—Copyright.: [1407, 111, 1544, 119]
article-paragraph: Mr. Hopkinson is the son of a Manchester professor, and is a successful engineering employer. He hopes that others will imitate his example, believing willingness to show self-sacrifice will re-establish goodwill and confidence between masters and men. He has already established a profit-sharing scheme by which his own profits diminish as the output increases, and could conceivably disappear altogether. He served as an officer in the war, was discharged as unfit, and then rejoined as a private.—Aus. and N.Z. Cable Assn.: [243, 1260, 465, 1362]
article-credit: By Telegraph.—Press Association.: [945, 1422, 1062, 1431]
article-credit: By Telegraph.—Press Assn.—Copyright.: [483, 467, 620, 476]
column-5: [932, 47, 1163, 1988]
article-headline: PATEA BY-ELECTION.: [1182, 773, 1374, 793]
article-paragraph: Boys under 14, relay race.—Fitzroy 1, Penman's team 2.: [936, 1264, 1158, 1283]
scorecard-row: [936, 519, 1158, 529]
article-paragraph: Mr. Arthur Hopkinson, a member of the House of Commons, who recently presented a £30,000 mansion, and also thirty houses to the Audenshaw Council, in order to live in a barn, has now disposed of most of his furniture and other possessions at nominal prices, and will pay £10. He gave a motor car to his own chauffeur, and now pays taxi fares when he rides.: [243, 1189, 465, 1260]
column-6: [1163, 47, 1394, 1988]
scorecard-total-row: [936, 732, 1158, 742]
article-paragraph: The open session of the Australian Labor Party conference showed a split into two factions, one led by the Lord Mayor (Mr. Lambert), the present president, who supports the Australian Workers' Union domination, and the other by Mr. J. H. Catts, a member of the Federal Parliament, who opposed such domination. Mr. Catts' party repudiated the leadership of the Storey Government, and Mr. Catts is playing a part prepared by Mr. Storey before the latter's departure for England. The first test vote favoured Mr. Catts' section.: [1167, 141, 1390, 253]
batsman-name: Middleton, b Hornibrook: [937, 703, 1032, 712]
article-subheading: ADVANCE OF THE GREEKS.: [474, 111, 696, 127]
article-received-line: Received March 28, 8.30 p.m.: [299, 1168, 409, 1177]
article: [705, 1299, 927, 1399]
article-body: [1629, 525, 1852, 750]
article-subheading: STOCK DRIVEN 220 MILES.: [1167, 453, 1389, 469]
article-received-line: Received March 28, 7 p.m.: [536, 139, 634, 148]
article-paragraph: Ask distinctly for SANDER'S EUCALYPTI EXTRACT, or else you may receive one of the many substitutes. The GENUINE SANDER EXTRACT cures colds, fevers, indigestion; prevents infectious diseases and heals ulcers, burns, wounds, skin diseases, burns, sprains, etc. It is much more powerfully antiseptic than the common eucalyptus and does not depress or irritate like the latter.: [243, 1376, 465, 1457]
article-subheading: THE TURKISH COMMANDER.: [474, 323, 696, 338]
scorecard-row: [936, 664, 1158, 674]
article-headline: EX-KAISER'S PAST.: [269, 51, 439, 71]
article-paragraph: Mustapha Pasha has arrived at the front to personally conduct the campaign against the Greeks.—Aus. and N.Z. Cable Assn.: [474, 362, 696, 392]
article-paragraph: Mr. Holland's address was followed with close attention by the large audience, and he was rewarded by a prolonged applause.: [1167, 1295, 1390, 1325]
batsman-runs: 1: [1153, 520, 1158, 529]
article-body: [1629, 943, 1852, 1127]
article-body: [1398, 1234, 1620, 1326]
article-subheading: BISMARCK'S FORBIDDEN MEMOIRS: [243, 93, 465, 108]
article-subheading: EGYPTIAN FINANCES.: [705, 340, 927, 355]
article-paragraph: Frank O'Neill (9.6) beat Jack Keenan (9.5) on points in a 15-round bout. It was a fierce mill from start to finish. O'Neill thus wins the professional lightweight championship of New Zealand.: [936, 1442, 1158, 1482]
article-paragraph: Armed men attacked a military motor in Dublin. Three attackers were shot down, and one soldier was wounded.—Aus. and N.Z. Cable Assn.: [474, 822, 696, 852]
article-paragraph: Avondale weights are:—: [1409, 309, 1504, 318]
